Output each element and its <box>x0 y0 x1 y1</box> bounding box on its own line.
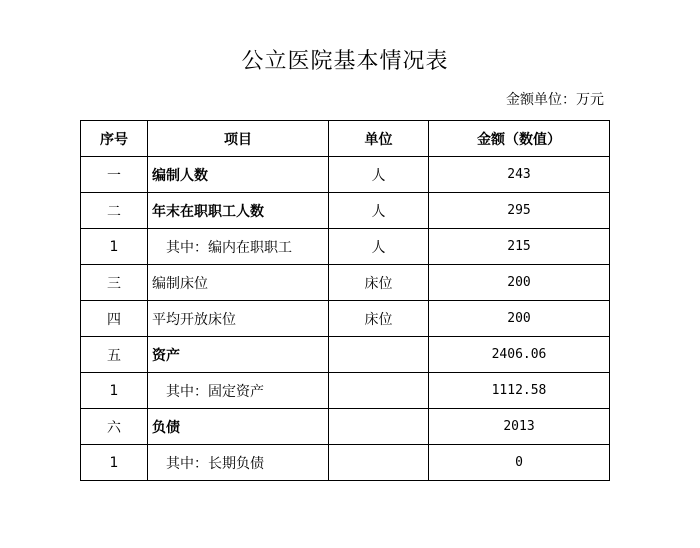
cell-unit: 床位 <box>329 301 429 337</box>
cell-item: 编制床位 <box>148 265 329 301</box>
cell-amount: 295 <box>429 193 610 229</box>
table-row <box>81 445 610 481</box>
cell-serial-no: 五 <box>81 337 148 373</box>
header-amount: 金额（数值） <box>429 121 610 157</box>
cell-amount: 2013 <box>429 409 610 445</box>
cell-amount: 1112.58 <box>429 373 610 409</box>
cell-amount: 215 <box>429 229 610 265</box>
table-row <box>81 337 610 373</box>
cell-unit <box>329 445 429 481</box>
cell-serial-no: 三 <box>81 265 148 301</box>
cell-serial-no: 1 <box>81 229 148 265</box>
cell-item: 其中：固定资产 <box>148 373 329 409</box>
cell-item: 其中：长期负债 <box>148 445 329 481</box>
cell-amount: 200 <box>429 265 610 301</box>
table-row <box>81 409 610 445</box>
table-body <box>81 157 610 481</box>
cell-amount: 0 <box>429 445 610 481</box>
cell-amount: 200 <box>429 301 610 337</box>
cell-serial-no: 二 <box>81 193 148 229</box>
cell-item: 负债 <box>148 409 329 445</box>
hospital-info-table <box>80 120 610 481</box>
cell-item: 资产 <box>148 337 329 373</box>
page-title: 公立医院基本情况表 <box>241 49 449 74</box>
cell-amount: 243 <box>429 157 610 193</box>
cell-unit <box>329 409 429 445</box>
cell-item: 平均开放床位 <box>148 301 329 337</box>
cell-unit: 床位 <box>329 265 429 301</box>
header-unit: 单位 <box>329 121 429 157</box>
cell-serial-no: 一 <box>81 157 148 193</box>
cell-amount: 2406.06 <box>429 337 610 373</box>
table-row <box>81 265 610 301</box>
table-row <box>81 229 610 265</box>
cell-unit <box>329 373 429 409</box>
cell-serial-no: 1 <box>81 445 148 481</box>
cell-unit: 人 <box>329 157 429 193</box>
cell-item: 年末在职职工人数 <box>148 193 329 229</box>
cell-item: 其中：编内在职职工 <box>148 229 329 265</box>
cell-serial-no: 四 <box>81 301 148 337</box>
table-header-row <box>81 121 610 157</box>
amount-unit-note: 金额单位：万元 <box>506 92 604 108</box>
cell-unit: 人 <box>329 229 429 265</box>
table-row <box>81 157 610 193</box>
table-row <box>81 301 610 337</box>
cell-unit <box>329 337 429 373</box>
table-row <box>81 193 610 229</box>
header-item: 项目 <box>148 121 329 157</box>
table-row <box>81 373 610 409</box>
cell-unit: 人 <box>329 193 429 229</box>
header-serial-no: 序号 <box>81 121 148 157</box>
cell-serial-no: 六 <box>81 409 148 445</box>
cell-serial-no: 1 <box>81 373 148 409</box>
cell-item: 编制人数 <box>148 157 329 193</box>
